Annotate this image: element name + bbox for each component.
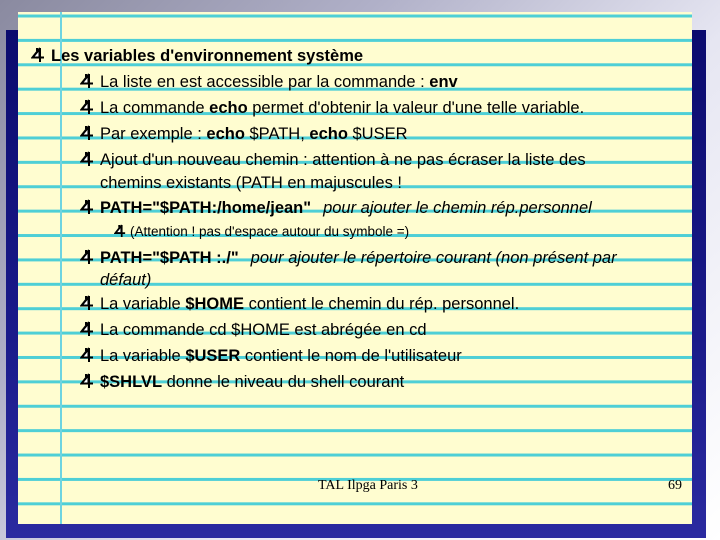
four-bullet-icon: [80, 373, 94, 389]
four-bullet-icon: [31, 47, 45, 63]
item-text: contient le chemin du rép. personnel.: [244, 295, 520, 313]
item-text: La liste en est accessible par la commande :: [100, 73, 430, 91]
four-bullet-icon: [114, 224, 126, 238]
item-text: $PATH,: [244, 125, 310, 143]
item-text: (Attention ! pas d'espace autour du symbole =): [130, 224, 410, 239]
list-item: [80, 248, 617, 268]
item-bold: PATH="$PATH:/home/jean": [100, 199, 312, 217]
list-item: [80, 346, 462, 366]
item-bold: echo: [309, 125, 348, 143]
item-bold: echo: [206, 125, 245, 143]
item-text: Par exemple :: [100, 125, 207, 143]
item-text: La variable: [100, 347, 186, 365]
four-bullet-icon: [80, 199, 94, 215]
list-item: [80, 150, 586, 170]
item-bold: $SHLVL: [100, 373, 163, 391]
item-italic: pour ajouter le répertoire courant (non présent par: [250, 249, 617, 267]
four-bullet-icon: [80, 295, 94, 311]
item-text: La variable: [100, 295, 186, 313]
item-text: La commande: [100, 99, 210, 117]
four-bullet-icon: [80, 99, 94, 115]
title-line: [31, 46, 363, 66]
item-bold: echo: [209, 99, 248, 117]
title: Les variables d'environnement système: [51, 47, 364, 65]
list-item-continuation: [100, 173, 402, 193]
list-item: [80, 294, 519, 314]
item-text: La commande cd $HOME est abrégée en cd: [100, 321, 427, 339]
list-item: [80, 72, 458, 92]
item-italic: pour ajouter le chemin rép.personnel: [323, 199, 592, 217]
item-bold: $HOME: [185, 295, 244, 313]
list-item: [80, 320, 427, 340]
four-bullet-icon: [80, 249, 94, 265]
item-text: contient le nom de l'utilisateur: [240, 347, 462, 365]
list-item-continuation: [100, 270, 151, 290]
four-bullet-icon: [80, 347, 94, 363]
item-text: donne le niveau du shell courant: [162, 373, 405, 391]
page-number: 69: [668, 478, 682, 493]
list-item: [80, 98, 584, 118]
item-italic: défaut): [100, 271, 152, 289]
four-bullet-icon: [80, 321, 94, 337]
item-bold: env: [429, 73, 458, 91]
item-text: permet d'obtenir la valeur d'une telle variable.: [247, 99, 585, 117]
item-bold: $USER: [185, 347, 241, 365]
footer-text: TAL Ilpga Paris 3: [318, 478, 418, 493]
four-bullet-icon: [80, 73, 94, 89]
item-text: $USER: [347, 125, 408, 143]
list-item: [80, 198, 592, 218]
four-bullet-icon: [80, 125, 94, 141]
sub-list-item: [114, 222, 409, 242]
four-bullet-icon: [80, 151, 94, 167]
item-bold: PATH="$PATH :./": [100, 249, 239, 267]
item-text: Ajout d'un nouveau chemin : attention à ne pas écraser la liste des: [100, 151, 586, 169]
slide: [18, 12, 692, 524]
list-item: [80, 124, 408, 144]
item-text: chemins existants (PATH en majuscules !: [100, 174, 402, 192]
list-item: [80, 372, 404, 392]
